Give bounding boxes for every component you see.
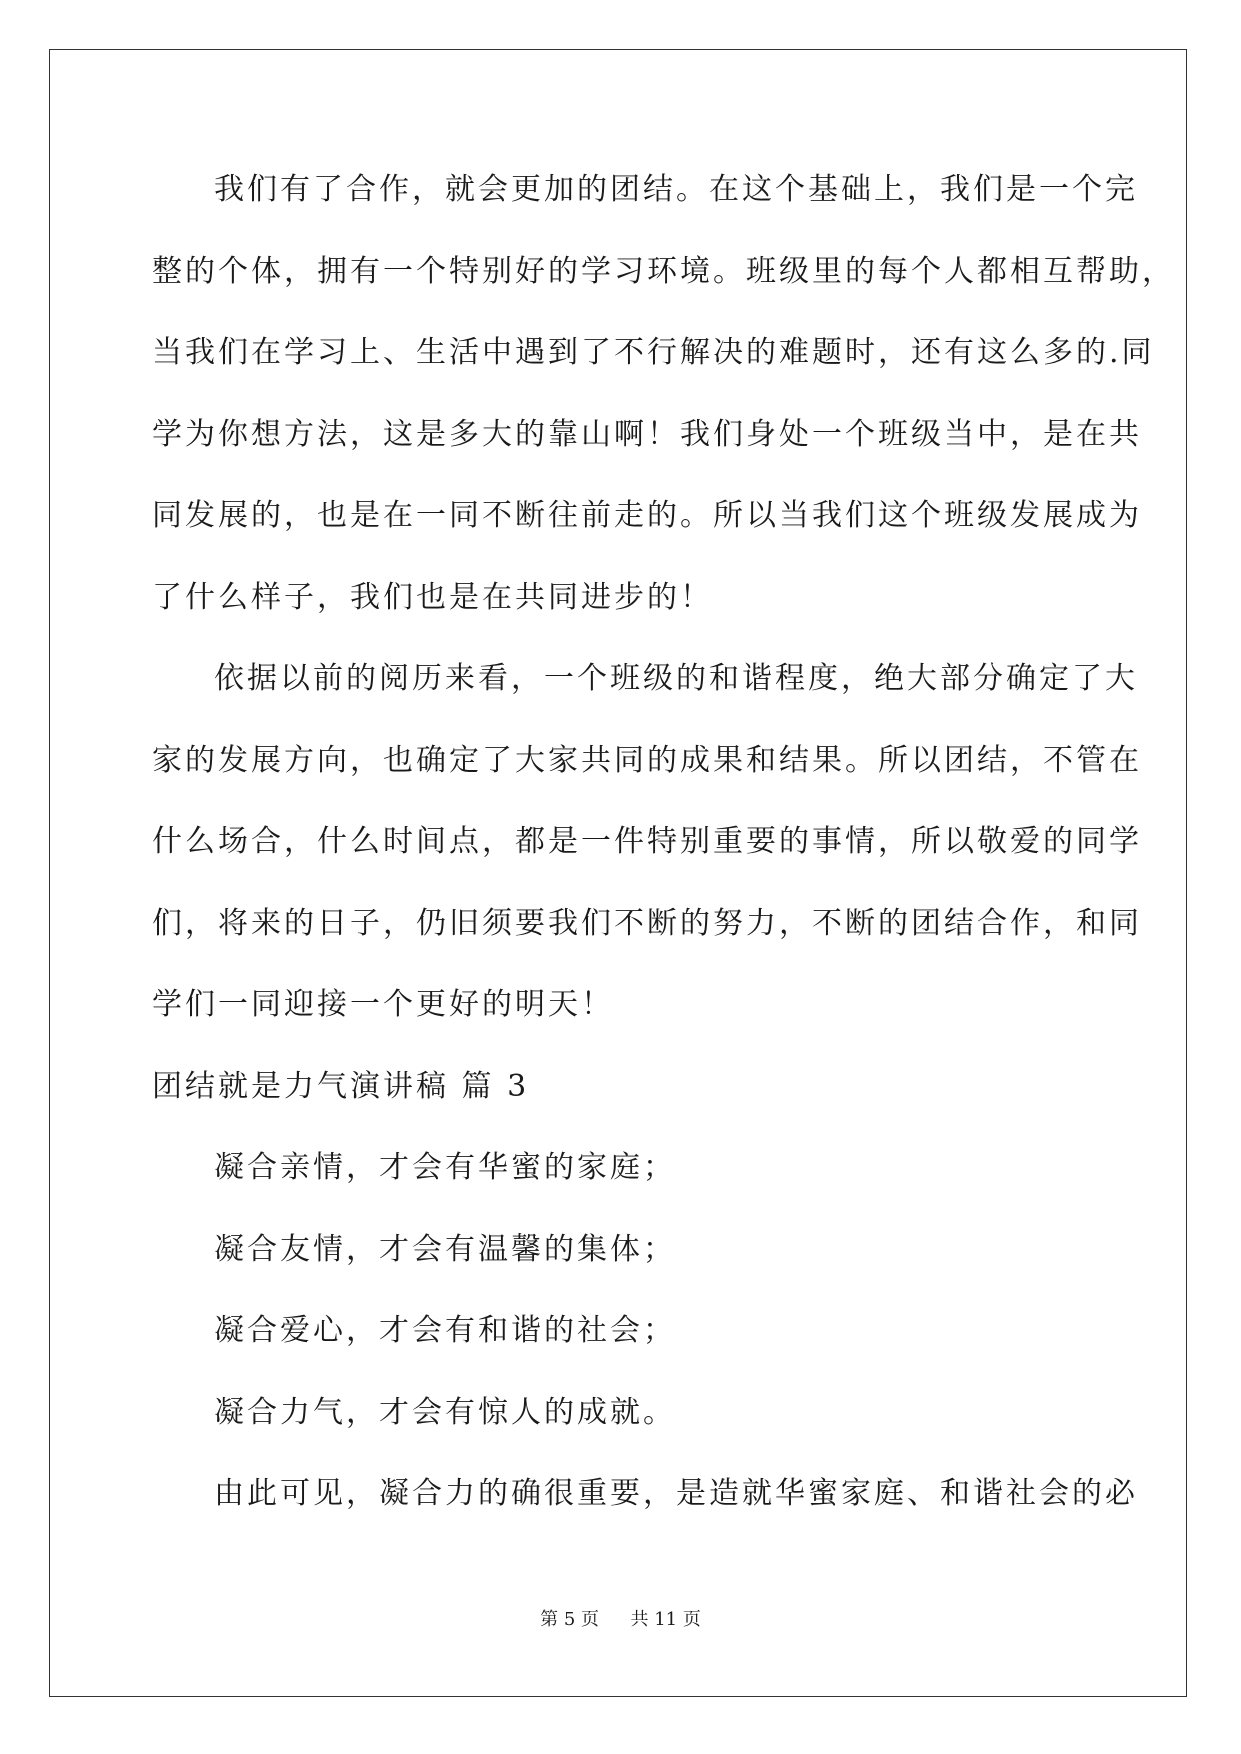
paragraph-line: 凝合友情，才会有温馨的集体； — [214, 1231, 676, 1267]
paragraph-line: 依据以前的阅历来看，一个班级的和谐程度，绝大部分确定了大 — [214, 661, 1138, 696]
page-footer — [0, 1608, 1241, 1632]
paragraph-line: 家的发展方向，也确定了大家共同的成果和结果。所以团结，不管在 — [152, 742, 1142, 778]
section-heading: 团结就是力气演讲稿 篇 3 — [152, 1068, 530, 1104]
page-total: 共 11 页 — [630, 1609, 701, 1630]
page-number: 第 5 页 — [540, 1609, 600, 1630]
paragraph-line: 我们有了合作，就会更加的团结。在这个基础上，我们是一个完 — [214, 172, 1138, 207]
paragraph-line: 什么场合，什么时间点，都是一件特别重要的事情，所以敬爱的同学 — [152, 824, 1142, 859]
paragraph-line: 们，将来的日子，仍旧须要我们不断的努力，不断的团结合作，和同 — [152, 905, 1142, 941]
paragraph-line: 了什么样子，我们也是在共同进步的！ — [152, 579, 713, 615]
paragraph-line: 整的个体，拥有一个特别好的学习环境。班级里的每个人都相互帮助， — [152, 253, 1175, 289]
paragraph-line: 同发展的，也是在一同不断往前走的。所以当我们这个班级发展成为 — [152, 498, 1142, 533]
paragraph-line: 当我们在学习上、生活中遇到了不行解决的难题时，还有这么多的.同 — [152, 335, 1155, 370]
paragraph-line: 凝合爱心，才会有和谐的社会； — [214, 1313, 676, 1348]
paragraph-line: 学为你想方法，这是多大的靠山啊！我们身处一个班级当中，是在共 — [152, 416, 1142, 452]
paragraph-line: 凝合亲情，才会有华蜜的家庭； — [214, 1150, 676, 1185]
paragraph-line: 凝合力气，才会有惊人的成就。 — [214, 1394, 676, 1430]
paragraph-line: 由此可见，凝合力的确很重要，是造就华蜜家庭、和谐社会的必 — [214, 1476, 1138, 1511]
document-body — [152, 160, 1175, 1546]
paragraph-line: 学们一同迎接一个更好的明天！ — [152, 987, 614, 1022]
